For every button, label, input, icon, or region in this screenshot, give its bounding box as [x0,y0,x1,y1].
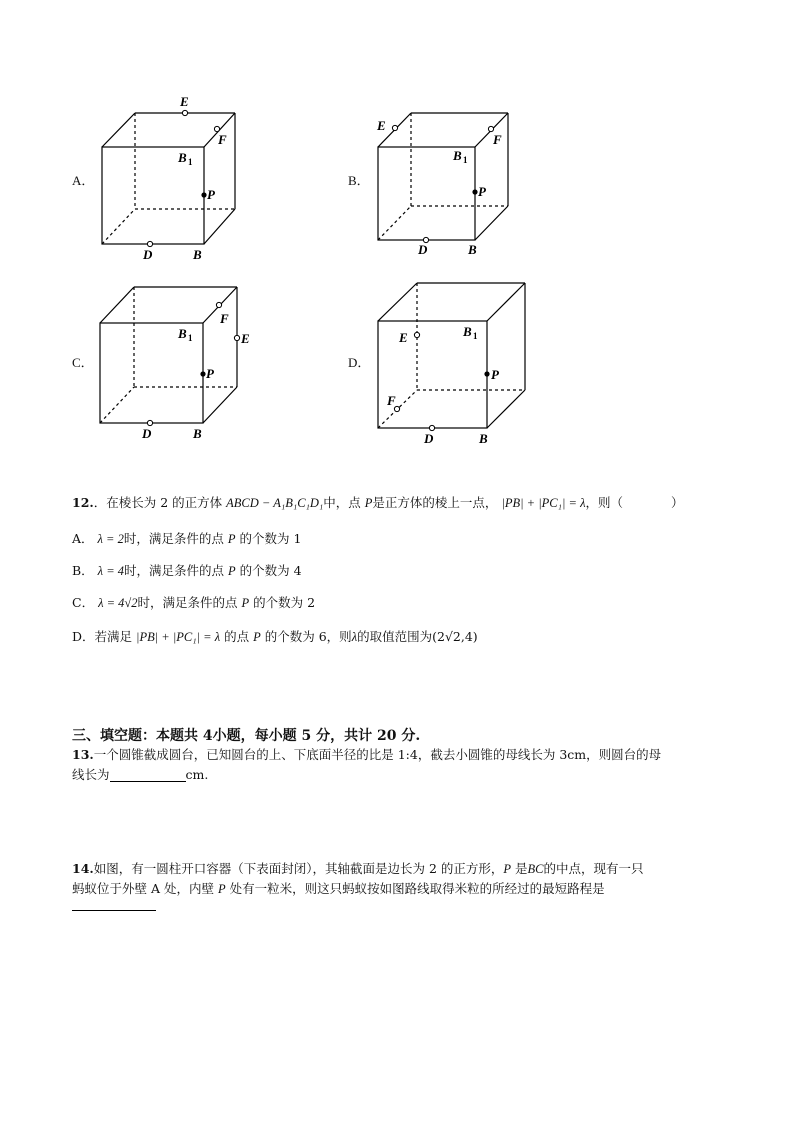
label-e: E [241,331,250,346]
label-d: D [424,431,434,446]
label-b1: B [178,326,187,341]
q12-number: 12. [72,495,94,510]
label-b1-sub: 1 [188,333,193,343]
q13-line2: 线长为 cm. [72,767,209,782]
label-b: B [193,247,202,262]
cube-figure-a [90,92,260,262]
option-a-label: A． [72,173,95,188]
q12-stem: 12.．在棱长为 2 的正方体 ABCD − A₁B₁C₁D₁中，点 P是正方体的棱上一点， |PB| + |PC₁| = λ，则（ ） [72,495,684,510]
label-p: P [206,366,214,381]
label-d: D [142,426,152,441]
label-f: F [218,132,227,147]
q14-line2: 蚂蚁位于外壁 A 处，内壁 P 处有一粒米，则这只蚂蚁按如图路线取得米粒的所经过的最短路程是 [72,881,605,896]
q14-number: 14. [72,861,94,876]
label-p: P [207,187,215,202]
label-d: D [418,242,428,257]
label-p: P [478,184,486,199]
label-b1-sub: 1 [188,157,193,167]
label-b1: B [178,150,187,165]
q12-option-b[interactable]: B． λ = 4时，满足条件的点 P 的个数为 4 [72,563,302,578]
label-d: D [143,247,153,262]
label-e: E [399,330,408,345]
q12-option-a[interactable]: A． λ = 2时，满足条件的点 P 的个数为 1 [72,531,302,546]
distance-expression: |PB| + |PC₁| = λ [501,496,586,510]
label-b: B [479,431,488,446]
label-e: E [180,94,189,109]
q12-option-d[interactable]: D．若满足 |PB| + |PC₁| = λ 的点 P 的个数为 6，则λ的取值范围为(2√2,4) [72,629,478,644]
label-f: F [220,311,229,326]
q12-option-c[interactable]: C． λ = 4√2时，满足条件的点 P 的个数为 2 [72,595,316,610]
label-b1: B [453,148,462,163]
label-p: P [491,367,499,382]
label-e: E [377,118,386,133]
label-b1-sub: 1 [473,331,478,341]
cube-figure-d [368,272,538,450]
q14-line1: 14.如图，有一圆柱开口容器（下表面封闭），其轴截面是边长为 2 的正方形，P 是BC的中点，现有一只 [72,861,644,876]
section-title: 三、填空题：本题共 4小题，每小题 5 分，共计 20 分. [72,728,421,744]
label-b: B [468,242,477,257]
q13-number: 13. [72,747,94,762]
label-b1: B [463,324,472,339]
label-b1-sub: 1 [463,155,468,165]
option-d-label: D． [348,355,371,370]
option-c-label: C． [72,355,94,370]
label-b: B [193,426,202,441]
q13-line1: 13.一个圆锥截成圆台，已知圆台的上、下底面半径的比是 1:4，截去小圆锥的母线长为 3cm，则圆台的母 [72,747,662,762]
answer-blank[interactable] [110,767,186,782]
cube-figure-b [368,92,538,262]
cube-figure-c [90,275,260,445]
cube-name: ABCD − A₁B₁C₁D₁ [226,496,324,510]
label-f: F [387,393,396,408]
option-b-label: B． [348,173,370,188]
answer-blank[interactable] [72,896,156,911]
label-f: F [493,132,502,147]
